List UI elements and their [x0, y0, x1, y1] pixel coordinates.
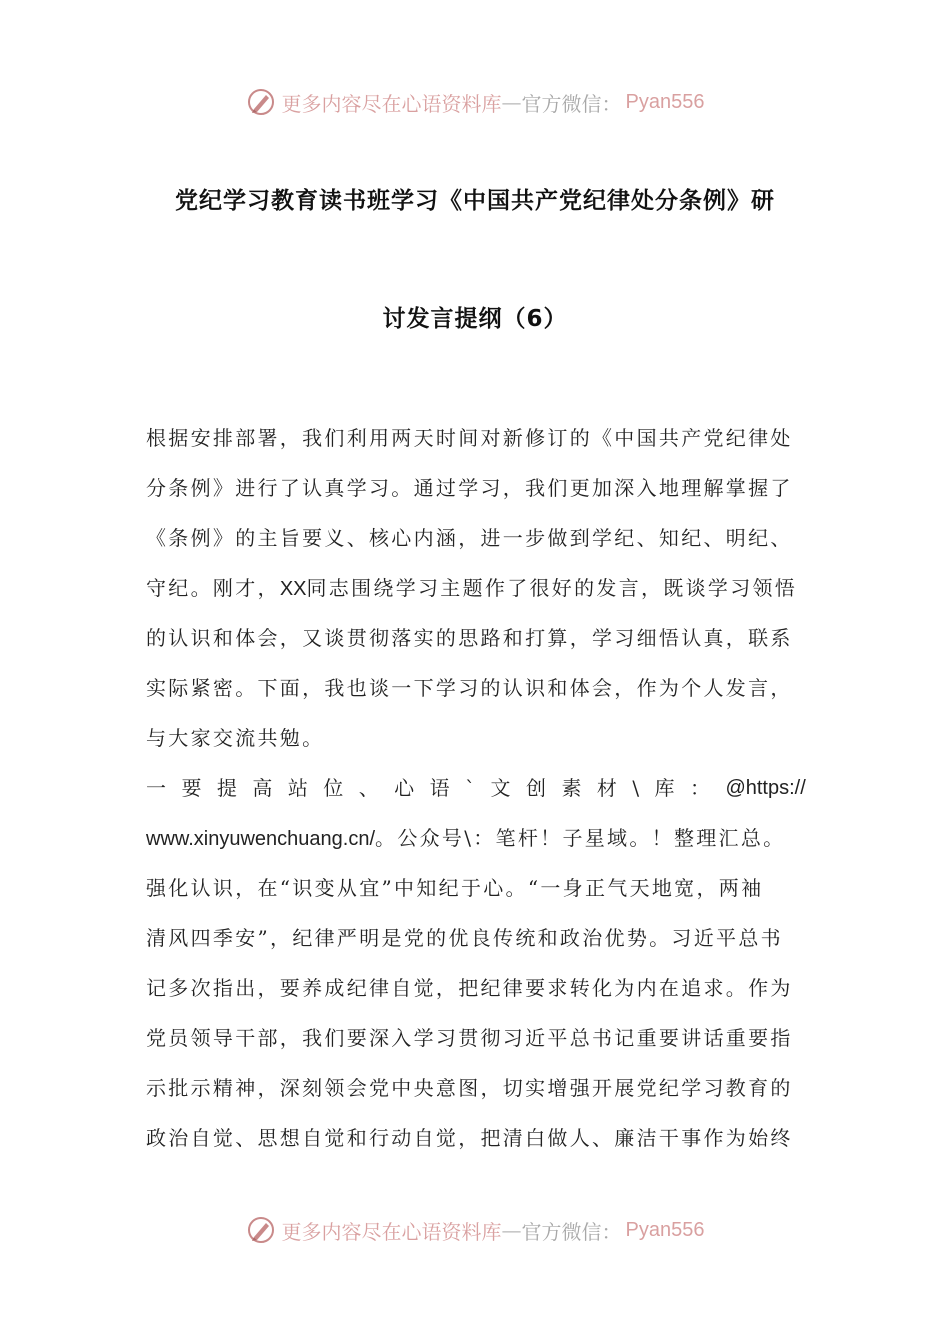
watermark-text: 更多内容尽在心语资料库 — [281, 91, 502, 116]
body-char: \ — [632, 776, 640, 800]
body-line: 党员领导干部，我们要深入学习贯彻习近平总书记重要讲话重要指 — [146, 1026, 793, 1050]
body-text-segment: XX — [279, 578, 307, 600]
body-char: 语 — [429, 776, 450, 800]
body-char: 要 — [181, 776, 202, 800]
body-char: ： — [690, 776, 710, 800]
watermark-text: 更多内容尽在心语资料库 — [281, 1219, 502, 1244]
body-line: 的认识和体会，又谈贯彻落实的思路和打算，学习细悟认真，联系 — [146, 626, 793, 650]
body-line: 根据安排部署，我们利用两天时间对新修订的《中国共产党纪律处 — [146, 426, 793, 450]
watermark-dash: — — [501, 90, 522, 114]
body-char: 素 — [561, 776, 582, 800]
document-title-line-2: 讨发言提纲（6） — [382, 306, 568, 332]
watermark-handle-label: 官方微信： — [521, 91, 622, 116]
body-char: 材 — [596, 776, 617, 800]
body-line: 示批示精神，深刻领会党中央意图，切实增强开展党纪学习教育的 — [146, 1076, 793, 1100]
body-char: 库 — [654, 776, 675, 800]
body-char: 文 — [490, 776, 511, 800]
body-char: 、 — [358, 776, 379, 800]
body-char: 创 — [525, 776, 546, 800]
body-line — [146, 572, 806, 622]
body-line-justified — [146, 772, 806, 822]
document-title-line-1: 党纪学习教育读书班学习《中国共产党纪律处分条例》研 — [175, 188, 775, 214]
body-char: @https:// — [725, 777, 806, 799]
body-text-segment: 守纪。刚才， — [146, 576, 280, 600]
pen-logo-icon — [246, 87, 276, 117]
body-char: 站 — [287, 776, 308, 800]
body-line: 实际紧密。下面，我也谈一下学习的认识和体会，作为个人发言， — [146, 676, 793, 700]
body-line: 清风四季安”，纪律严明是党的优良传统和政治优势。习近平总书 — [146, 926, 783, 950]
body-char: 高 — [252, 776, 273, 800]
body-text-segment: 。公众号\：笔杆！子星域。！整理汇总。 — [375, 826, 786, 850]
body-char: 一 — [146, 776, 166, 800]
watermark-handle-label: 官方微信： — [521, 1219, 622, 1244]
body-text-segment: 同志围绕学习主题作了很好的发言，既谈学习领悟 — [306, 576, 798, 600]
body-line: 记多次指出，要养成纪律自觉，把纪律要求转化为内在追求。作为 — [146, 976, 793, 1000]
body-char: 位 — [323, 776, 344, 800]
body-char: 提 — [216, 776, 237, 800]
body-line: 《条例》的主旨要义、核心内涵，进一步做到学纪、知纪、明纪、 — [146, 526, 793, 550]
watermark-handle-id: Pyan556 — [625, 1218, 705, 1241]
pen-logo-icon — [246, 1215, 276, 1245]
body-line: 政治自觉、思想自觉和行动自觉，把清白做人、廉洁干事作为始终 — [146, 1126, 793, 1150]
body-char: ` — [465, 776, 476, 800]
watermark-handle-id: Pyan556 — [625, 90, 705, 113]
body-line: 与大家交流共勉。 — [146, 726, 325, 750]
url-text: www.xinyuwenchuang.cn/ — [146, 828, 376, 850]
document-body — [146, 422, 806, 1172]
body-char: 心 — [394, 776, 415, 800]
body-line: 分条例》进行了认真学习。通过学习，我们更加深入地理解掌握了 — [146, 476, 793, 500]
body-line — [146, 822, 806, 872]
header-watermark — [0, 82, 950, 122]
footer-watermark — [0, 1210, 950, 1250]
body-line: 强化认识，在“识变从宜”中知纪于心。“一身正气天地宽，两袖 — [146, 876, 764, 900]
watermark-dash: — — [501, 1218, 522, 1242]
